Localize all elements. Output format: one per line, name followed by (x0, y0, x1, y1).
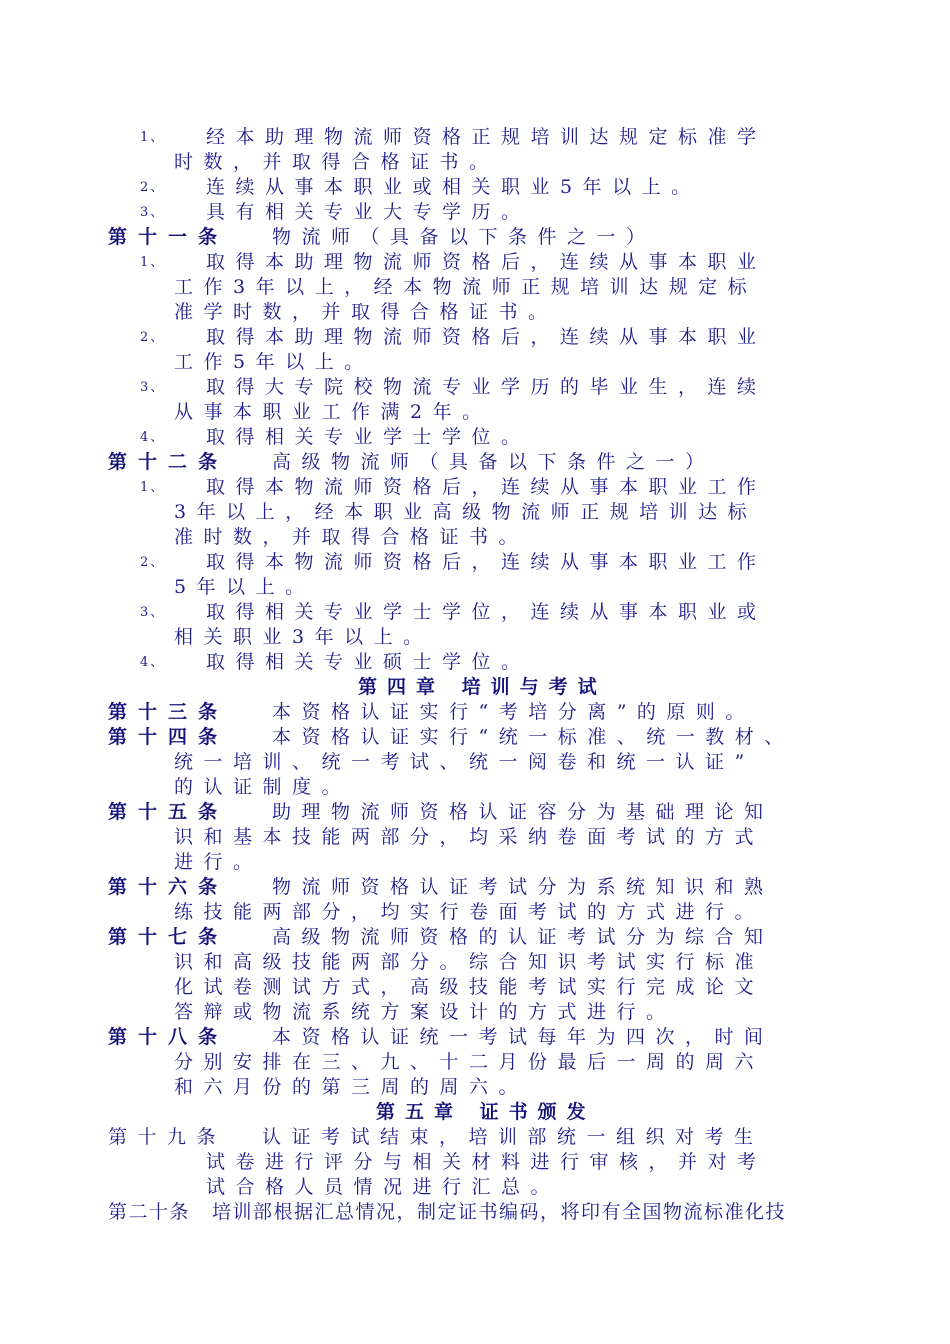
article-text: 的认证制度。 (174, 776, 352, 798)
list-number: 3、 (140, 205, 166, 220)
article-label: 第十五条 (108, 801, 229, 823)
list-item-text: 工作3年以上，经本物流师正规培训达规定标 (174, 276, 758, 298)
list-number: 2、 (140, 555, 166, 570)
article-label: 第十九条 (108, 1126, 227, 1148)
article-text: 助理物流师资格认证容分为基础理论知 (272, 801, 774, 823)
list-item-text: 具有相关专业大专学历。 (206, 201, 531, 223)
article-text: 本资格认证实行“统一标准、统一教材、 (272, 726, 794, 748)
list-item-text: 经本助理物流师资格正规培训达规定标准学 (206, 126, 767, 148)
list-number: 4、 (140, 655, 166, 670)
article-label: 第十四条 (108, 726, 229, 748)
list-item-text: 时数，并取得合格证书。 (174, 151, 499, 173)
article-text: 识和基本技能两部分，均采纳卷面考试的方式 (174, 826, 765, 848)
list-number: 2、 (140, 330, 166, 345)
article-text: 本资格认证实行“考培分离”的原则。 (272, 701, 755, 723)
article-label: 第十八条 (108, 1026, 229, 1048)
article-text: 分别安排在三、九、十二月份最后一周的周六 (174, 1051, 765, 1073)
article-text: 物流师资格认证考试分为系统知识和熟 (272, 876, 774, 898)
list-number: 4、 (140, 430, 166, 445)
article-label: 第十一条 (108, 226, 229, 248)
article-text: 化试卷测试方式，高级技能考试实行完成论文 (174, 976, 765, 998)
list-item-text: 3年以上，经本职业高级物流师正规培训达标 (174, 501, 758, 523)
article-text: 培训部根据汇总情况，制定证书编码，将印有全国物流标准化技 (212, 1201, 787, 1223)
list-item-text: 取得相关专业学士学位。 (206, 426, 531, 448)
article-text: 本资格认证统一考试每年为四次，时间 (272, 1026, 774, 1048)
list-item-text: 取得相关专业硕士学位。 (206, 651, 531, 673)
article-label: 第二十条 (108, 1201, 191, 1223)
article-label: 第十二条 (108, 451, 229, 473)
article-label: 第十三条 (108, 701, 229, 723)
list-number: 3、 (140, 380, 166, 395)
article-text: 练技能两部分，均实行卷面考试的方式进行。 (174, 901, 765, 923)
list-item-text: 取得本物流师资格后，连续从事本职业工作 (206, 551, 767, 573)
article-title: 物流师（具备以下条件之一） (272, 226, 656, 248)
list-item-text: 准时数，并取得合格证书。 (174, 526, 529, 548)
list-item-text: 准学时数，并取得合格证书。 (174, 301, 558, 323)
article-text: 和六月份的第三周的周六。 (174, 1076, 529, 1098)
article-text: 认证考试结束，培训部统一组织对考生 (262, 1126, 764, 1148)
list-number: 1、 (140, 255, 166, 270)
article-text: 统一培训、统一考试、统一阅卷和统一认证” (174, 751, 755, 773)
list-item-text: 从事本职业工作满2年。 (174, 401, 492, 423)
list-item-text: 取得本助理物流师资格后，连续从事本职业 (206, 326, 767, 348)
article-label: 第十七条 (108, 926, 229, 948)
list-item-text: 5年以上。 (174, 576, 315, 598)
article-text: 高级物流师资格的认证考试分为综合知 (272, 926, 774, 948)
article-label: 第十六条 (108, 876, 229, 898)
list-number: 1、 (140, 130, 166, 145)
article-text: 进行。 (174, 851, 263, 873)
list-item-text: 取得大专院校物流专业学历的毕业生，连续 (206, 376, 767, 398)
list-item-text: 相关职业3年以上。 (174, 626, 433, 648)
article-text: 试卷进行评分与相关材料进行审核，并对考 (206, 1151, 767, 1173)
article-text: 识和高级技能两部分。综合知识考试实行标准 (174, 951, 765, 973)
list-number: 2、 (140, 180, 166, 195)
list-number: 1、 (140, 480, 166, 495)
article-text: 试合格人员情况进行汇总。 (206, 1176, 561, 1198)
list-item-text: 连续从事本职业或相关职业5年以上。 (206, 176, 701, 198)
list-item-text: 取得本物流师资格后，连续从事本职业工作 (206, 476, 767, 498)
article-text: 答辩或物流系统方案设计的方式进行。 (174, 1001, 676, 1023)
article-title: 高级物流师（具备以下条件之一） (272, 451, 715, 473)
list-number: 3、 (140, 605, 166, 620)
list-item-text: 工作5年以上。 (174, 351, 374, 373)
chapter-heading: 第四章 培训与考试 (358, 676, 607, 698)
list-item-text: 取得相关专业学士学位，连续从事本职业或 (206, 601, 767, 623)
list-item-text: 取得本助理物流师资格后，连续从事本职业 (206, 251, 767, 273)
chapter-heading: 第五章 证书颁发 (376, 1101, 596, 1123)
